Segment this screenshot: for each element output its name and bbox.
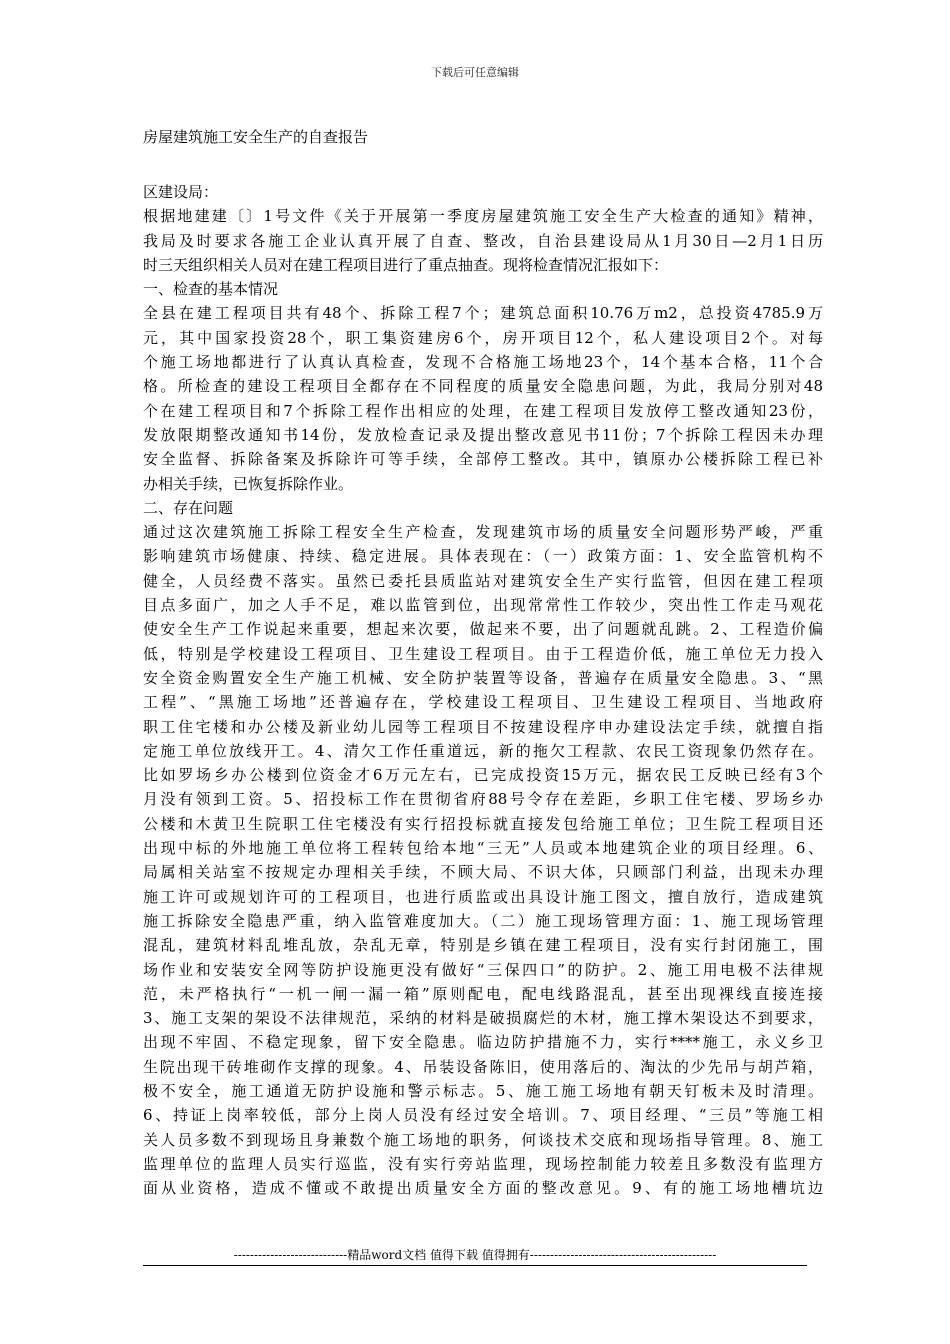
body-line: 月没有领到工资。5、招投标工作在贯彻省府88号令存在差距，乡职工住宅楼、罗场乡办 <box>143 790 823 809</box>
document-title: 房屋建筑施工安全生产的自查报告 <box>143 128 369 146</box>
body-line: 出现中标的外地施工单位将工程转包给本地“三无”人员或本地建筑企业的项目经理。6、 <box>143 839 823 858</box>
body-line: 目点多面广，加之人手不足，难以监管到位，出现常常性工作较少，突出性工作走马观花 <box>143 596 823 615</box>
page-header: 下载后可任意编辑 <box>431 66 519 79</box>
body-line: 全县在建工程项目共有48个、拆除工程7个；建筑总面积10.76万m2，总投资4785.9万 <box>143 304 823 323</box>
body-line: 监理单位的监理人员实行巡监，没有实行旁站监理，现场控制能力较差且多数没有监理方 <box>143 1154 823 1173</box>
body-line: 二、存在问题 <box>143 498 234 517</box>
body-line: 场作业和安装安全网等防护设施更没有做好“三保四口”的防护。2、施工用电极不法律规 <box>143 960 823 979</box>
body-line: 区建设局： <box>143 183 219 201</box>
body-line: 健全，人员经费不落实。虽然已委托县质监站对建筑安全生产实行监管，但因在建工程项 <box>143 571 823 590</box>
body-line: 生院出现干砖堆砌作支撑的现象。4、吊装设备陈旧，使用落后的、淘汰的少先吊与胡芦箱， <box>143 1057 823 1076</box>
body-line: 极不安全，施工通道无防护设施和警示标志。5、施工施工场地有朝天钉板未及时清理。 <box>143 1081 823 1100</box>
body-line: 发放限期整改通知书14份，发放检查记录及提出整改意见书11份；7个拆除工程因未办理 <box>143 425 823 444</box>
body-line: 个施工场地都进行了认真认真检查，发现不合格施工场地23个，14个基本合格，11个合 <box>143 353 823 372</box>
body-line: 范，未严格执行“一机一闸一漏一箱”原则配电，配电线路混乱，甚至出现裸线直接连接 <box>143 984 823 1003</box>
body-line: 影响建筑市场健康、持续、稳定进展。具体表现在：（一）政策方面：1、安全监管机构不 <box>143 547 823 566</box>
body-line: 通过这次建筑施工拆除工程安全生产检查，发现建筑市场的质量安全问题形势严峻，严重 <box>143 523 823 542</box>
body-line: 一、检查的基本情况 <box>143 280 279 299</box>
body-line: 混乱，建筑材料乱堆乱放，杂乱无章，特别是乡镇在建工程项目，没有实行封闭施工，围 <box>143 936 823 955</box>
body-line: 局属相关站室不按规定办理相关手续，不顾大局、不识大体，只顾部门利益，出现未办理 <box>143 863 823 882</box>
page-footer: ----------------------------精品word文档 值得下载 值得拥有---------------------------------------------- <box>233 1248 717 1262</box>
document-body <box>143 180 823 1200</box>
body-line: 格。所检查的建设工程项目全都存在不同程度的质量安全隐患问题，为此，我局分别对48 <box>143 377 823 396</box>
body-line: 使安全生产工作说起来重要，想起来次要，做起来不要，出了问题就乱跳。2、工程造价偏 <box>143 620 823 639</box>
body-line: 施工许可或规划许可的工程项目，也进行质监或出具设计施工图文，擅自放行，造成建筑 <box>143 887 823 906</box>
body-line: 面从业资格，造成不懂或不敢提出质量安全方面的整改意见。9、有的施工场地槽坑边 <box>143 1179 823 1198</box>
body-line: 施工拆除安全隐患严重，纳入监管难度加大。（二）施工现场管理方面：1、施工现场管理 <box>143 911 823 930</box>
body-line: 职工住宅楼和办公楼及新业幼儿园等工程项目不按建设程序申办建设法定手续，就擅自指 <box>143 717 823 736</box>
body-line: 公楼和木黄卫生院职工住宅楼没有实行招投标就直接发包给施工单位；卫生院工程项目还 <box>143 814 823 833</box>
body-line: 工程”、“黑施工场地”还普遍存在，学校建设工程项目、卫生建设工程项目、当地政府 <box>143 693 823 712</box>
body-line: 3、施工支架的架设不法律规范，采纳的材料是破损腐烂的木材，施工撑木架设达不到要求， <box>143 1009 823 1028</box>
body-line: 个在建工程项目和7个拆除工程作出相应的处理，在建工程项目发放停工整改通知23份， <box>143 401 823 420</box>
body-line: 我局及时要求各施工企业认真开展了自查、整改，自治县建设局从1月30日—2月1日历 <box>143 231 823 250</box>
body-line: 关人员多数不到现场且身兼数个施工场地的职务，何谈技术交底和现场指导管理。8、施工 <box>143 1130 823 1149</box>
body-line: 比如罗场乡办公楼到位资金才6万元左右，已完成投资15万元，据农民工反映已经有3个 <box>143 766 823 785</box>
body-line: 低，特别是学校建设工程项目、卫生建设工程项目。由于工程造价低，施工单位无力投入 <box>143 644 823 663</box>
body-line: 6、持证上岗率较低，部分上岗人员没有经过安全培训。7、项目经理、“三员”等施工相 <box>143 1106 823 1125</box>
body-line: 定施工单位放线开工。4、清欠工作任重道远，新的拖欠工程款、农民工资现象仍然存在。 <box>143 741 823 760</box>
body-line: 时三天组织相关人员对在建工程项目进行了重点抽查。现将检查情况汇报如下： <box>143 255 669 274</box>
body-line: 安全监督、拆除备案及拆除许可等手续，全部停工整改。其中，镇原办公楼拆除工程已补 <box>143 450 823 469</box>
body-line: 出现不牢固、不稳定现象，留下安全隐患。临边防护措施不力，实行****施工，永义乡卫 <box>143 1033 823 1052</box>
body-line: 安全资金购置安全生产施工机械、安全防护装置等设备，普遍存在质量安全隐患。3、“黑 <box>143 668 823 687</box>
body-line: 元，其中国家投资28个，职工集资建房6个，房开项目12个，私人建设项目2个。对每 <box>143 328 823 347</box>
body-line: 根据地建建〔〕1号文件《关于开展第一季度房屋建筑施工安全生产大检查的通知》精神， <box>143 207 823 226</box>
footer-rule <box>143 1265 807 1266</box>
body-line: 办相关手续，已恢复拆除作业。 <box>143 474 354 493</box>
